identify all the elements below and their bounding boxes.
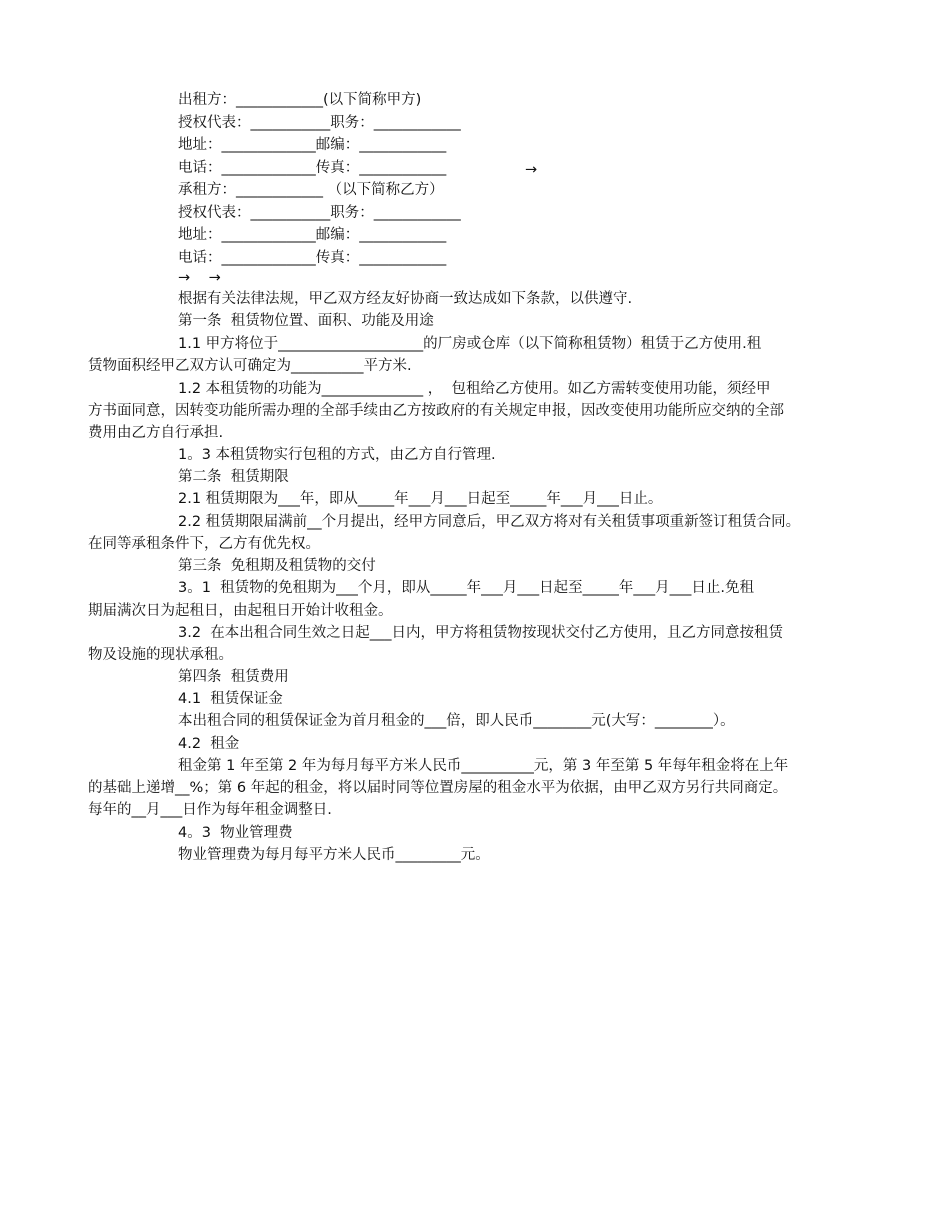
clause-3-1-line-2: 期届满次日为起租日，由起租日开始计收租金。 [88,603,393,619]
clause-4-2-line-3: 每年的__月___日作为每年租金调整日. [88,802,332,818]
clause-4-3-title: 4。3 物业管理费 [178,825,293,841]
arrow-mark: → [525,162,538,178]
clause-1-1-line-1: 1.1 甲方将位于____________________的厂房或仓库（以下简称租赁物）租赁于乙方使用.租 [178,336,762,352]
clause-1-1-line-2: 赁物面积经甲乙双方认可确定为__________平方米. [88,358,412,374]
lessor-phone-line: 电话：_____________传真：____________ [178,160,447,176]
clause-4-3-text: 物业管理费为每月每平方米人民币_________元。 [178,847,490,863]
clause-2-2-line-1: 2.2 租赁期限届满前__个月提出，经甲方同意后，甲乙双方将对有关租赁事项重新签订租赁合同。 [178,514,801,530]
article-1-title: 第一条 租赁物位置、面积、功能及用途 [178,313,434,329]
clause-1-2-line-3: 费用由乙方自行承担. [88,425,224,441]
preamble: 根据有关法律法规，甲乙双方经友好协商一致达成如下条款，以供遵守. [178,291,633,307]
clause-1-3: 1。3 本租赁物实行包租的方式，由乙方自行管理. [178,447,496,463]
lessee-rep-line: 授权代表：___________职务：____________ [178,205,461,221]
clause-4-1-text: 本出租合同的租赁保证金为首月租金的___倍，即人民币________元(大写：________）。 [178,713,735,729]
article-4-title: 第四条 租赁费用 [178,669,289,685]
lessee-phone-line: 电话：_____________传真：____________ [178,250,447,266]
article-3-title: 第三条 免租期及租赁物的交付 [178,558,376,574]
article-2-title: 第二条 租赁期限 [178,469,289,485]
clause-3-1-line-1: 3。1 租赁物的免租期为___个月，即从_____年___月___日起至_____年___月___日止.免租 [178,580,755,596]
lessor-line: 出租方：____________(以下简称甲方) [178,92,422,108]
clause-4-2-line-2: 的基础上递增__%；第 6 年起的租金，将以届时同等位置房屋的租金水平为依据，由甲乙双方另行共同商定。 [88,780,788,796]
clause-4-2-title: 4.2 租金 [178,736,240,752]
clause-3-2-line-1: 3.2 在本出租合同生效之日起___日内，甲方将租赁物按现状交付乙方使用，且乙方同意按租赁 [178,625,784,641]
clause-1-2-line-2: 方书面同意，因转变功能所需办理的全部手续由乙方按政府的有关规定申报，因改变使用功能所应交纳的全部 [88,403,784,419]
clause-3-2-line-2: 物及设施的现状承租。 [88,647,233,663]
arrow-marks: → → [178,270,221,286]
clause-2-2-line-2: 在同等承租条件下，乙方有优先权。 [88,536,320,552]
clause-2-1: 2.1 租赁期限为___年，即从_____年___月___日起至_____年___月___日止。 [178,491,663,507]
lessor-rep-line: 授权代表：___________职务：____________ [178,115,461,131]
clause-1-2-line-1: 1.2 本租赁物的功能为______________ ， 包租给乙方使用。如乙方需转变使用功能，须经甲 [178,381,771,397]
lessor-address-line: 地址：_____________邮编：____________ [178,137,447,153]
lessee-address-line: 地址：_____________邮编：____________ [178,227,447,243]
lessee-line: 承租方：____________ （以下简称乙方） [178,182,444,198]
clause-4-2-line-1: 租金第 1 年至第 2 年为每月每平方米人民币__________元，第 3 年至第 5 年每年租金将在上年 [178,758,789,774]
clause-4-1-title: 4.1 租赁保证金 [178,691,283,707]
